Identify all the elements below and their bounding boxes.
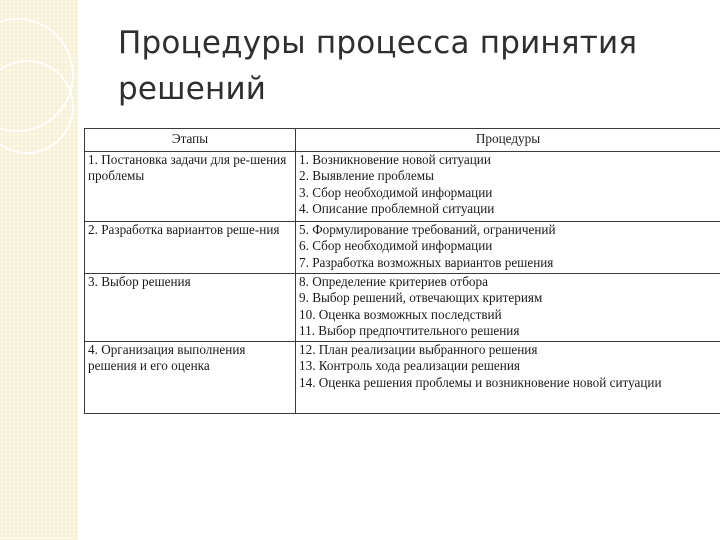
procedure-item: 1. Возникновение новой ситуации [299, 152, 491, 167]
stage-text: 3. Выбор решения [88, 274, 191, 289]
table-row [85, 222, 720, 274]
header-stages: Этапы [85, 129, 296, 152]
stage-text: 4. Организация выполнения решения и его оценка [88, 342, 246, 374]
procedures-cell [296, 222, 720, 274]
stage-cell [85, 222, 296, 274]
stage-cell [85, 342, 296, 414]
stage-cell [85, 152, 296, 222]
procedure-item: 7. Разработка возможных вариантов решения [299, 254, 554, 270]
procedure-item: 5. Формулирование требований, ограничений [299, 222, 556, 237]
header-procedures: Процедуры [296, 129, 720, 152]
table-header-row [85, 129, 720, 152]
procedure-item: 3. Сбор необходимой информации [299, 184, 493, 200]
procedures-table [84, 128, 720, 414]
table-row [85, 342, 720, 414]
decorative-side-strip [0, 0, 78, 540]
procedure-item: 14. Оценка решения проблемы и возникновение новой ситуации [299, 374, 662, 390]
table-row [85, 152, 720, 222]
procedures-cell [296, 152, 720, 222]
procedure-item: 8. Определение критериев отбора [299, 274, 488, 289]
procedure-item: 4. Описание проблемной ситуации [299, 200, 495, 216]
procedure-item: 2. Выявление проблемы [299, 168, 434, 184]
procedure-item: 6. Сбор необходимой информации [299, 238, 493, 254]
stage-text: 2. Разработка вариантов реше-ния [88, 222, 280, 237]
procedures-cell [296, 342, 720, 414]
procedure-item: 9. Выбор решений, отвечающих критериям [299, 290, 543, 306]
stage-cell [85, 274, 296, 342]
slide-title: Процедуры процесса принятия решений [118, 25, 638, 107]
stage-text: 1. Постановка задачи для ре-шения проблемы [88, 152, 287, 184]
procedure-item: 10. Оценка возможных последствий [299, 306, 502, 322]
procedure-item: 13. Контроль хода реализации решения [299, 358, 520, 374]
procedures-table-container [84, 128, 720, 416]
procedure-item: 12. План реализации выбранного решения [299, 342, 538, 357]
table-row [85, 274, 720, 342]
procedures-cell [296, 274, 720, 342]
procedure-item: 11. Выбор предпочтительного решения [299, 322, 520, 338]
